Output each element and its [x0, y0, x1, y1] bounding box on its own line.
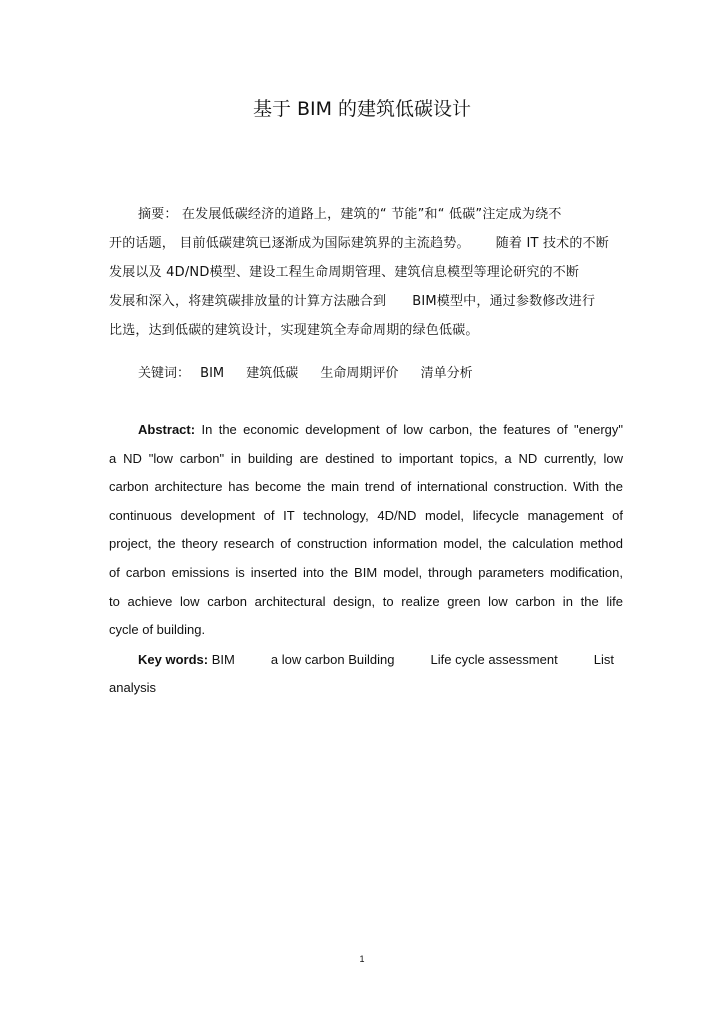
en-abstract-line: project, the theory research of construction information model, the calculation method [109, 536, 623, 552]
cn-abstract-line: 发展和深入，将建筑碳排放量的计算方法融合到 BIM模型中，通过参数修改进行 [109, 294, 596, 309]
en-keywords-continuation: analysis [109, 680, 156, 695]
paper-title: 基于 BIM 的建筑低碳设计 [252, 98, 472, 120]
cn-abstract-line: 摘要： 在发展低碳经济的道路上，建筑的“ 节能”和“ 低碳”注定成为绕不 [138, 207, 562, 222]
cn-keywords-label: 关键词： [138, 366, 191, 381]
chinese-abstract [109, 200, 621, 345]
chinese-keywords [138, 361, 491, 387]
cn-keyword: 生命周期评价 [320, 366, 399, 381]
english-abstract [109, 416, 623, 645]
cn-abstract-line: 比选，达到低碳的建筑设计，实现建筑全寿命周期的绿色低碳。 [109, 323, 479, 338]
cn-keyword: 建筑低碳 [246, 366, 299, 381]
cn-abstract-line: 开的话题， 目前低碳建筑已逐渐成为国际建筑界的主流趋势。 随着 IT 技术的不断 [109, 236, 609, 251]
en-abstract-line: to achieve low carbon architectural design, to realize green low carbon in the life [109, 593, 623, 609]
english-keywords [109, 646, 614, 702]
en-abstract-label: Abstract: [138, 422, 196, 437]
cn-keyword: 清单分析 [420, 366, 473, 381]
en-abstract-line: a ND "low carbon" in building are destined to important topics, a ND currently, low [109, 450, 623, 466]
en-keyword: BIM [211, 652, 235, 667]
en-abstract-line: cycle of building. [109, 622, 206, 638]
en-keywords-label: Key words: [138, 652, 209, 667]
en-keyword: Life cycle assessment [430, 652, 558, 667]
en-abstract-line: carbon architecture has become the main trend of international construction. With the [109, 479, 623, 495]
en-abstract-line: of carbon emissions is inserted into the BIM model, through parameters modification, [109, 564, 623, 580]
en-keyword: a low carbon Building [270, 652, 395, 667]
cn-abstract-line: 发展以及 4D/ND模型、建设工程生命周期管理、建筑信息模型等理论研究的不断 [109, 265, 580, 280]
cn-keyword: BIM [200, 366, 225, 381]
en-keyword: List [593, 652, 614, 667]
en-abstract-text: In the economic development of low carbon, the features of "energy" [195, 422, 623, 437]
page-number: 1 [359, 954, 365, 964]
en-keywords-group [138, 646, 235, 674]
en-abstract-first-line [109, 416, 623, 445]
en-abstract-line: continuous development of IT technology, 4D/ND model, lifecycle management of [109, 507, 623, 523]
en-keywords-row [109, 646, 614, 674]
